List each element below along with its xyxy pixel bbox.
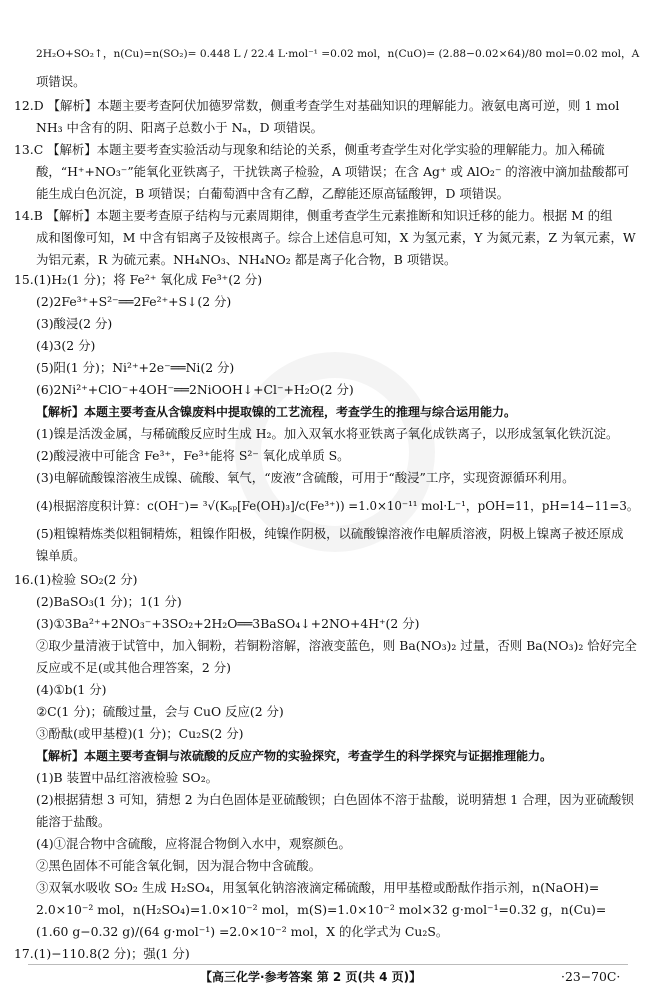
text-line: (2)BaSO₃(1 分)；1(1 分) — [36, 594, 182, 609]
text-line: (4)根据溶度积计算：c(OH⁻)= ³√(Kₛₚ[Fe(OH)₃]/c(Fe³⁺)) =1.0×10⁻¹¹ mol·L⁻¹，pOH=11，pH=14−11=3。 — [36, 499, 639, 513]
text-line: 2.0×10⁻² mol，n(H₂SO₄)=1.0×10⁻² mol，m(S)=1.0×10⁻² mol×32 g·mol⁻¹=0.32 g，n(Cu)= — [36, 902, 607, 917]
text-line: 反应或不足(或其他合理答案，2 分) — [36, 660, 231, 675]
text-line: 【解析】本题主要考查铜与浓硫酸的反应产物的实验探究，考查学生的科学探究与证据推理能力。 — [36, 749, 553, 763]
footer-page-label: 【高三化学·参考答案 第 2 页(共 4 页)】 — [200, 970, 422, 984]
text-line: (5)粗镍精炼类似粗铜精炼，粗镍作阳极，纯镍作阴极，以硫酸镍溶液作电解质溶液，阴极上镍离子被还原成 — [36, 526, 624, 541]
text-line: 能溶于盐酸。 — [36, 814, 111, 829]
text-line: 2H₂O+SO₂↑，n(Cu)=n(SO₂)= 0.448 L / 22.4 L·mol⁻¹ =0.02 mol，n(CuO)= (2.88−0.02×64)/80 mol=0.02 mol，A — [36, 48, 640, 60]
footer-divider — [28, 964, 628, 965]
text-line: ②黑色固体不可能含氧化铜，因为混合物中含硫酸。 — [36, 858, 321, 873]
text-line: 能生成白色沉淀，B 项错误；白葡萄酒中含有乙醇，乙醇能还原高锰酸钾，D 项错误。 — [36, 186, 509, 201]
text-line: (3)酸浸(2 分) — [36, 316, 113, 331]
text-line: NH₃ 中含有的阴、阳离子总数小于 Nₐ，D 项错误。 — [36, 120, 324, 135]
text-line: ②取少量清液于试管中，加入铜粉，若铜粉溶解，溶液变蓝色，则 Ba(NO₃)₂ 过量，否则 Ba(NO₃)₂ 恰好完全 — [36, 638, 637, 653]
text-line: 12.D 【解析】本题主要考查阿伏加德罗常数，侧重考查学生对基础知识的理解能力。液氨电离可逆，则 1 mol — [14, 98, 620, 113]
text-line: ②C(1 分)；硫酸过量，会与 CuO 反应(2 分) — [36, 704, 284, 719]
text-line: (1.60 g−0.32 g)/(64 g·mol⁻¹) =2.0×10⁻² mol，X 的化学式为 Cu₂S。 — [36, 924, 449, 939]
text-line: (1)镍是活泼金属，与稀硫酸反应时生成 H₂。加入双氧水将亚铁离子氧化成铁离子，以形成氢氧化铁沉淀。 — [36, 426, 619, 441]
text-line: (5)阳(1 分)；Ni²⁺+2e⁻══Ni(2 分) — [36, 360, 235, 375]
text-line: 17.(1)−110.8(2 分)；强(1 分) — [14, 946, 190, 961]
footer-code: ·23−70C· — [561, 969, 621, 984]
text-line: 酸，“H⁺+NO₃⁻”能氧化亚铁离子，干扰铁离子检验，A 项错误；在含 Ag⁺ 或 AlO₂⁻ 的溶液中滴加盐酸都可 — [36, 164, 630, 179]
text-line: (4)3(2 分) — [36, 338, 96, 353]
text-line: (3)电解硫酸镍溶液生成镍、硫酸、氧气，“废液”含硫酸，可用于“酸浸”工序，实现资源循环利用。 — [36, 470, 575, 485]
text-line: (2)酸浸液中可能含 Fe³⁺，Fe³⁺能将 S²⁻ 氧化成单质 S。 — [36, 448, 350, 463]
text-line: 【解析】本题主要考查从含镍废料中提取镍的工艺流程，考查学生的推理与综合运用能力。 — [36, 405, 517, 419]
text-line: (1)B 装置中品红溶液检验 SO₂。 — [36, 770, 219, 785]
text-line: (6)2Ni²⁺+ClO⁻+4OH⁻══2NiOOH↓+Cl⁻+H₂O(2 分) — [36, 382, 354, 397]
text-line: ③酚酞(或甲基橙)(1 分)；Cu₂S(2 分) — [36, 726, 244, 741]
text-line: (2)根据猜想 3 可知，猜想 2 为白色固体是亚硫酸钡；白色固体不溶于盐酸，说明猜想 1 合理，因为亚硫酸钡 — [36, 792, 634, 807]
text-line: (2)2Fe³⁺+S²⁻══2Fe²⁺+S↓(2 分) — [36, 294, 232, 309]
text-line: ③双氧水吸收 SO₂ 生成 H₂SO₄，用氢氧化钠溶液滴定稀硫酸，用甲基橙或酚酞作指示剂，n(NaOH)= — [36, 880, 600, 895]
text-line: 为铝元素，R 为硫元素。NH₄NO₃、NH₄NO₂ 都是离子化合物，B 项错误。 — [36, 252, 457, 267]
text-line: 15.(1)H₂(1 分)；将 Fe²⁺ 氧化成 Fe³⁺(2 分) — [14, 272, 263, 287]
text-line: (4)①b(1 分) — [36, 682, 107, 697]
text-line: 14.B 【解析】本题主要考查原子结构与元素周期律，侧重考查学生元素推断和知识迁移的能力。根据 M 的组 — [14, 208, 613, 223]
text-line: (4)①混合物中含硫酸，应将混合物倒入水中，观察颜色。 — [36, 836, 351, 851]
text-line: 项错误。 — [36, 74, 86, 89]
text-line: 16.(1)检验 SO₂(2 分) — [14, 572, 138, 587]
text-line: 13.C 【解析】本题主要考查实验活动与现象和结论的关系，侧重考查学生对化学实验的理解能力。加入稀硫 — [14, 142, 605, 157]
text-line: 镍单质。 — [36, 548, 86, 563]
text-line: 成和图像可知，M 中含有铝离子及铵根离子。综合上述信息可知，X 为氢元素，Y 为氮元素，Z 为氧元素，W — [36, 230, 636, 245]
text-line: (3)①3Ba²⁺+2NO₃⁻+3SO₂+2H₂O══3BaSO₄↓+2NO+4H⁺(2 分) — [36, 616, 420, 631]
